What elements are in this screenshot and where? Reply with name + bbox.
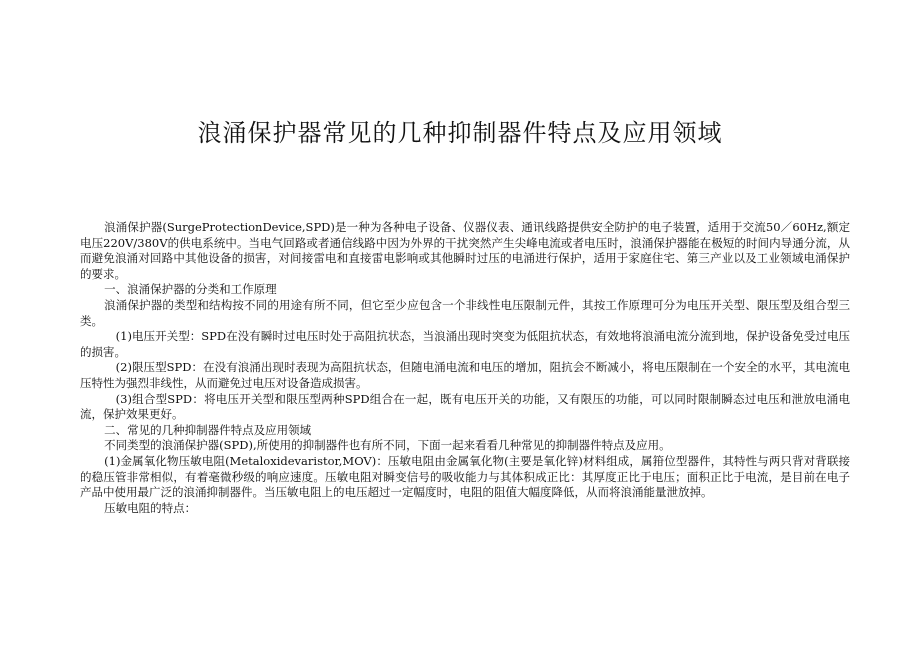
type3-paragraph: (3)组合型SPD：将电压开关型和限压型两种SPD组合在一起，既有电压开关的功能，又有限压的功能，可以同时限制瞬态过电压和泄放电涌电流，保护效果更好。 [80, 391, 850, 422]
intro-paragraph: 浪涌保护器(SurgeProtectionDevice,SPD)是一种为各种电子设备、仪器仪表、通讯线路提供安全防护的电子装置，适用于交流50／60Hz,额定电压220V/380V的供电系统中。当电气回路或者通信线路中因为外界的干扰突然产生尖峰电流或者电压时，浪涌保护器能在极短的时间内导通分流，从而避免浪涌对回路中其他设备的损害，对间接雷电和直接雷电影响或其他瞬时过压的电涌进行保护，适用于家庭住宅、第三产业以及工业领域电涌保护的要求。 [80, 220, 850, 281]
mov-features-heading: 压敏电阻的特点： [104, 500, 197, 515]
section2-paragraph: 不同类型的浪涌保护器(SPD),所使用的抑制器件也有所不同，下面一起来看看几种常见的抑制器件特点及应用。 [104, 438, 671, 453]
section1-heading: 一、浪涌保护器的分类和工作原理 [104, 282, 277, 297]
section2-heading: 二、常见的几种抑制器件特点及应用领域 [104, 422, 312, 437]
type1-paragraph: (1)电压开关型：SPD在没有瞬时过电压时处于高阻抗状态，当浪涌出现时突变为低阻抗状态，有效地将浪涌电流分流到地，保护设备免受过电压的损害。 [80, 329, 850, 359]
section1-paragraph: 浪涌保护器的类型和结构按不同的用途有所不同，但它至少应包含一个非线性电压限制元件，其按工作原理可分为电压开关型、限压型及组合型三类。 [80, 297, 850, 328]
mov-paragraph: (1)金属氧化物压敏电阻(Metaloxidevaristor,MOV)：压敏电阻由金属氧化物(主要是氧化锌)材料组成，属箝位型器件，其特性与两只背对背联接的稳压管非常相似，有着毫微秒级的响应速度。压敏电阻对瞬变信号的吸收能力与其体积成正比：其厚度正比于电压；面积正比于电流，是目前在电子产品中使用最广泛的浪涌抑制器件。当压敏电阻上的电压超过一定幅度时，电阻的阻值大幅度降低，从而将浪涌能量泄放掉。 [80, 453, 850, 500]
document-body [80, 220, 850, 516]
document-title: 浪涌保护器常见的几种抑制器件特点及应用领域 [197, 119, 723, 147]
type2-paragraph: (2)限压型SPD：在没有浪涌出现时表现为高阻抗状态，但随电涌电流和电压的增加，阻抗会不断减小，将电压限制在一个安全的水平，其电流电压特性为强烈非线性，从而避免过电压对设备造成损害。 [80, 360, 850, 390]
